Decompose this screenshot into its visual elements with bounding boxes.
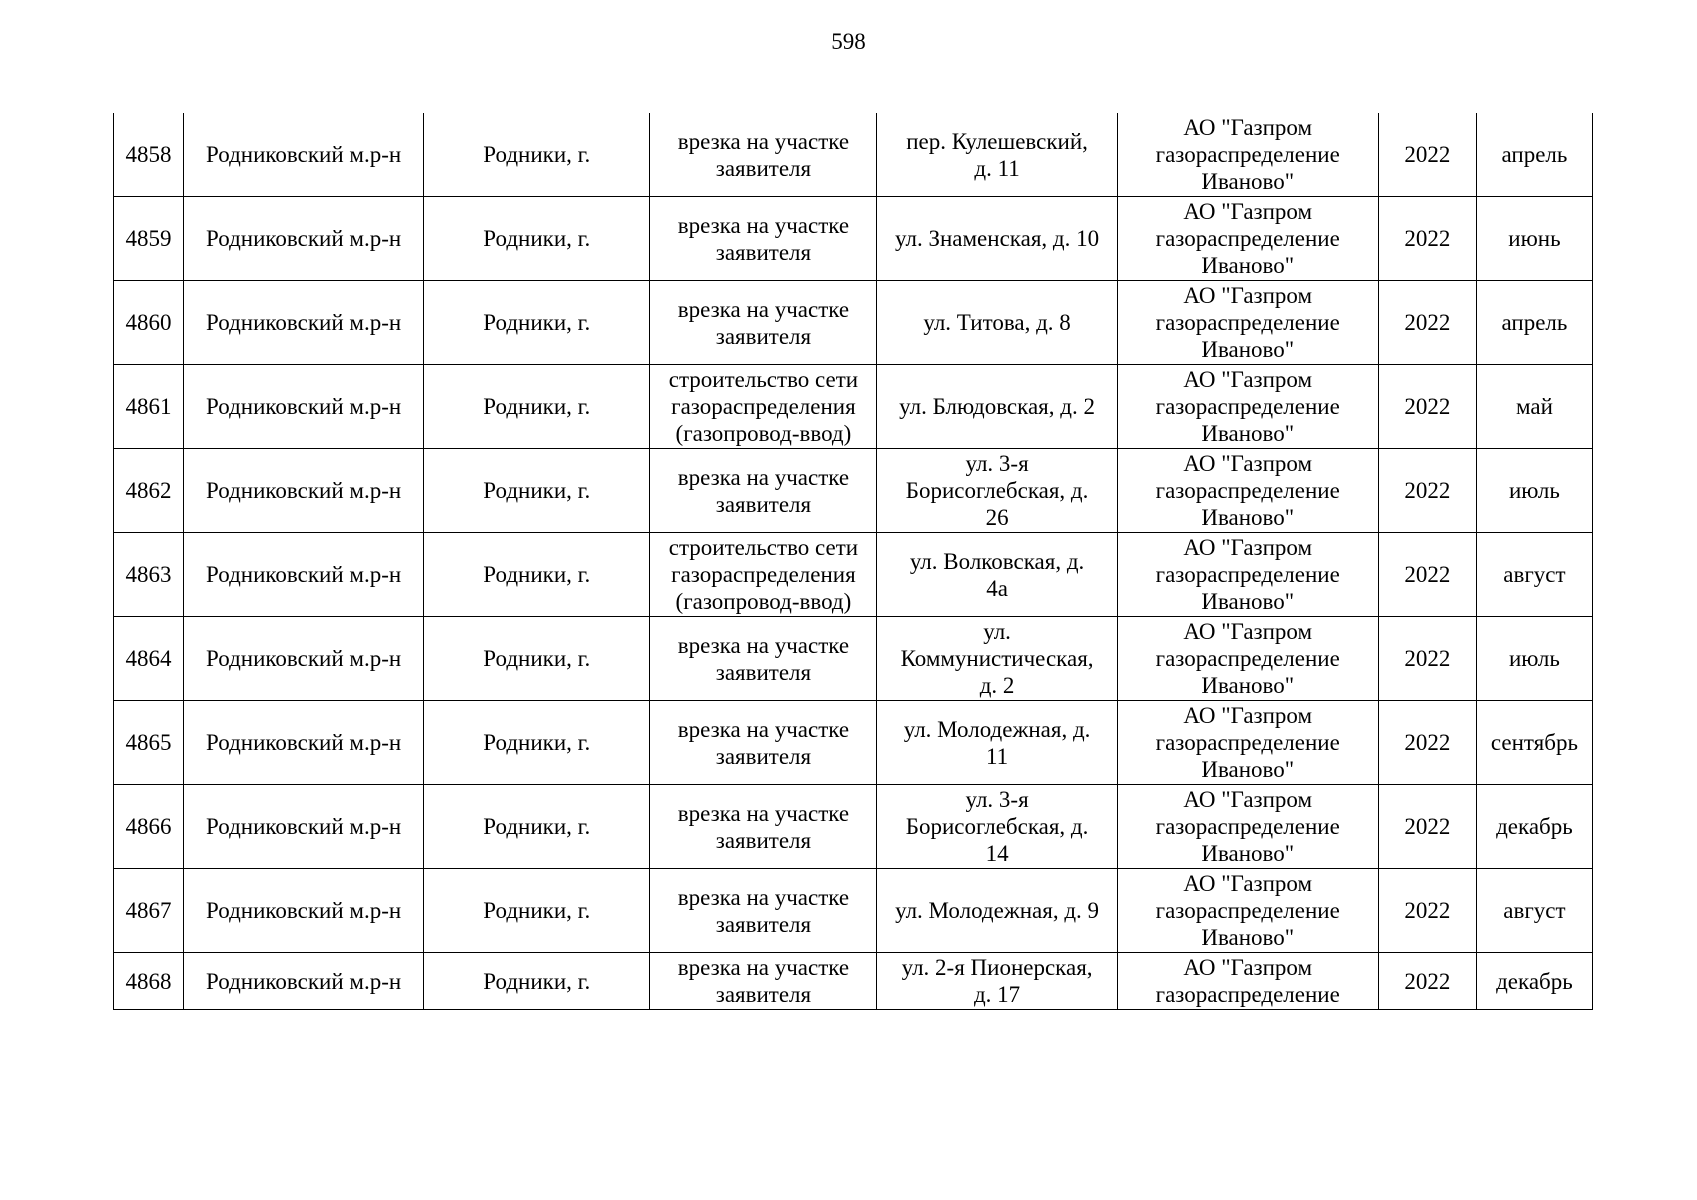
organization-cell: АО "Газпром газораспределение Иваново": [1117, 365, 1378, 449]
work-type-cell: врезка на участке заявителя: [650, 281, 877, 365]
district-cell: Родниковский м.р-н: [184, 449, 424, 533]
organization-cell: АО "Газпром газораспределение Иваново": [1117, 785, 1378, 869]
address-cell: ул. Молодежная, д. 11: [877, 701, 1117, 785]
year-cell: 2022: [1378, 533, 1476, 617]
row-number-cell: 4861: [114, 365, 184, 449]
district-cell: Родниковский м.р-н: [184, 365, 424, 449]
row-number-cell: 4859: [114, 197, 184, 281]
row-number-cell: 4860: [114, 281, 184, 365]
year-cell: 2022: [1378, 953, 1476, 1010]
year-cell: 2022: [1378, 113, 1476, 197]
address-cell: ул. Титова, д. 8: [877, 281, 1117, 365]
row-number-cell: 4862: [114, 449, 184, 533]
work-type-cell: врезка на участке заявителя: [650, 953, 877, 1010]
organization-cell: АО "Газпром газораспределение Иваново": [1117, 701, 1378, 785]
year-cell: 2022: [1378, 701, 1476, 785]
month-cell: август: [1476, 533, 1592, 617]
table-row: [114, 533, 1593, 617]
row-number-cell: 4858: [114, 113, 184, 197]
row-number-cell: 4867: [114, 869, 184, 953]
district-cell: Родниковский м.р-н: [184, 113, 424, 197]
year-cell: 2022: [1378, 365, 1476, 449]
work-type-cell: врезка на участке заявителя: [650, 785, 877, 869]
work-type-cell: врезка на участке заявителя: [650, 197, 877, 281]
district-cell: Родниковский м.р-н: [184, 617, 424, 701]
city-cell: Родники, г.: [424, 113, 650, 197]
table-row: [114, 953, 1593, 1010]
page-number: 598: [831, 29, 866, 54]
month-cell: декабрь: [1476, 785, 1592, 869]
district-cell: Родниковский м.р-н: [184, 953, 424, 1010]
row-number-cell: 4864: [114, 617, 184, 701]
district-cell: Родниковский м.р-н: [184, 533, 424, 617]
table-row: [114, 869, 1593, 953]
city-cell: Родники, г.: [424, 617, 650, 701]
district-cell: Родниковский м.р-н: [184, 197, 424, 281]
organization-cell: АО "Газпром газораспределение Иваново": [1117, 113, 1378, 197]
work-type-cell: врезка на участке заявителя: [650, 869, 877, 953]
work-type-cell: строительство сети газораспределения (газопровод-ввод): [650, 533, 877, 617]
row-number-cell: 4868: [114, 953, 184, 1010]
address-cell: ул. Блюдовская, д. 2: [877, 365, 1117, 449]
address-cell: ул. Молодежная, д. 9: [877, 869, 1117, 953]
address-cell: пер. Кулешевский, д. 11: [877, 113, 1117, 197]
city-cell: Родники, г.: [424, 365, 650, 449]
address-cell: ул. 3-я Борисоглебская, д. 26: [877, 449, 1117, 533]
table-row: [114, 617, 1593, 701]
organization-cell: АО "Газпром газораспределение Иваново": [1117, 449, 1378, 533]
organization-cell: АО "Газпром газораспределение Иваново": [1117, 869, 1378, 953]
table-row: [114, 197, 1593, 281]
registry-table: [113, 113, 1593, 1010]
year-cell: 2022: [1378, 869, 1476, 953]
month-cell: июнь: [1476, 197, 1592, 281]
district-cell: Родниковский м.р-н: [184, 785, 424, 869]
city-cell: Родники, г.: [424, 533, 650, 617]
table-row: [114, 113, 1593, 197]
row-number-cell: 4863: [114, 533, 184, 617]
row-number-cell: 4865: [114, 701, 184, 785]
month-cell: апрель: [1476, 113, 1592, 197]
organization-cell: АО "Газпром газораспределение Иваново": [1117, 197, 1378, 281]
address-cell: ул. Коммунистическая, д. 2: [877, 617, 1117, 701]
year-cell: 2022: [1378, 281, 1476, 365]
month-cell: июль: [1476, 617, 1592, 701]
district-cell: Родниковский м.р-н: [184, 281, 424, 365]
table-row: [114, 701, 1593, 785]
month-cell: декабрь: [1476, 953, 1592, 1010]
month-cell: сентябрь: [1476, 701, 1592, 785]
organization-cell: АО "Газпром газораспределение Иваново": [1117, 281, 1378, 365]
organization-cell: АО "Газпром газораспределение Иваново": [1117, 533, 1378, 617]
work-type-cell: врезка на участке заявителя: [650, 617, 877, 701]
month-cell: май: [1476, 365, 1592, 449]
year-cell: 2022: [1378, 449, 1476, 533]
address-cell: ул. Волковская, д. 4а: [877, 533, 1117, 617]
month-cell: август: [1476, 869, 1592, 953]
city-cell: Родники, г.: [424, 953, 650, 1010]
month-cell: июль: [1476, 449, 1592, 533]
organization-cell: АО "Газпром газораспределение Иваново": [1117, 617, 1378, 701]
city-cell: Родники, г.: [424, 701, 650, 785]
table-row: [114, 365, 1593, 449]
work-type-cell: врезка на участке заявителя: [650, 113, 877, 197]
table-row: [114, 281, 1593, 365]
year-cell: 2022: [1378, 617, 1476, 701]
city-cell: Родники, г.: [424, 281, 650, 365]
table-row: [114, 785, 1593, 869]
city-cell: Родники, г.: [424, 785, 650, 869]
year-cell: 2022: [1378, 785, 1476, 869]
city-cell: Родники, г.: [424, 197, 650, 281]
address-cell: ул. 2-я Пионерская, д. 17: [877, 953, 1117, 1010]
organization-cell: [1117, 953, 1378, 1010]
table-row: [114, 449, 1593, 533]
city-cell: Родники, г.: [424, 869, 650, 953]
work-type-cell: строительство сети газораспределения (газопровод-ввод): [650, 365, 877, 449]
organization-text: АО "Газпром газораспределение: [1155, 955, 1340, 1007]
city-cell: Родники, г.: [424, 449, 650, 533]
month-cell: апрель: [1476, 281, 1592, 365]
district-cell: Родниковский м.р-н: [184, 869, 424, 953]
row-number-cell: 4866: [114, 785, 184, 869]
work-type-cell: врезка на участке заявителя: [650, 701, 877, 785]
address-cell: ул. Знаменская, д. 10: [877, 197, 1117, 281]
address-cell: ул. 3-я Борисоглебская, д. 14: [877, 785, 1117, 869]
year-cell: 2022: [1378, 197, 1476, 281]
work-type-cell: врезка на участке заявителя: [650, 449, 877, 533]
district-cell: Родниковский м.р-н: [184, 701, 424, 785]
